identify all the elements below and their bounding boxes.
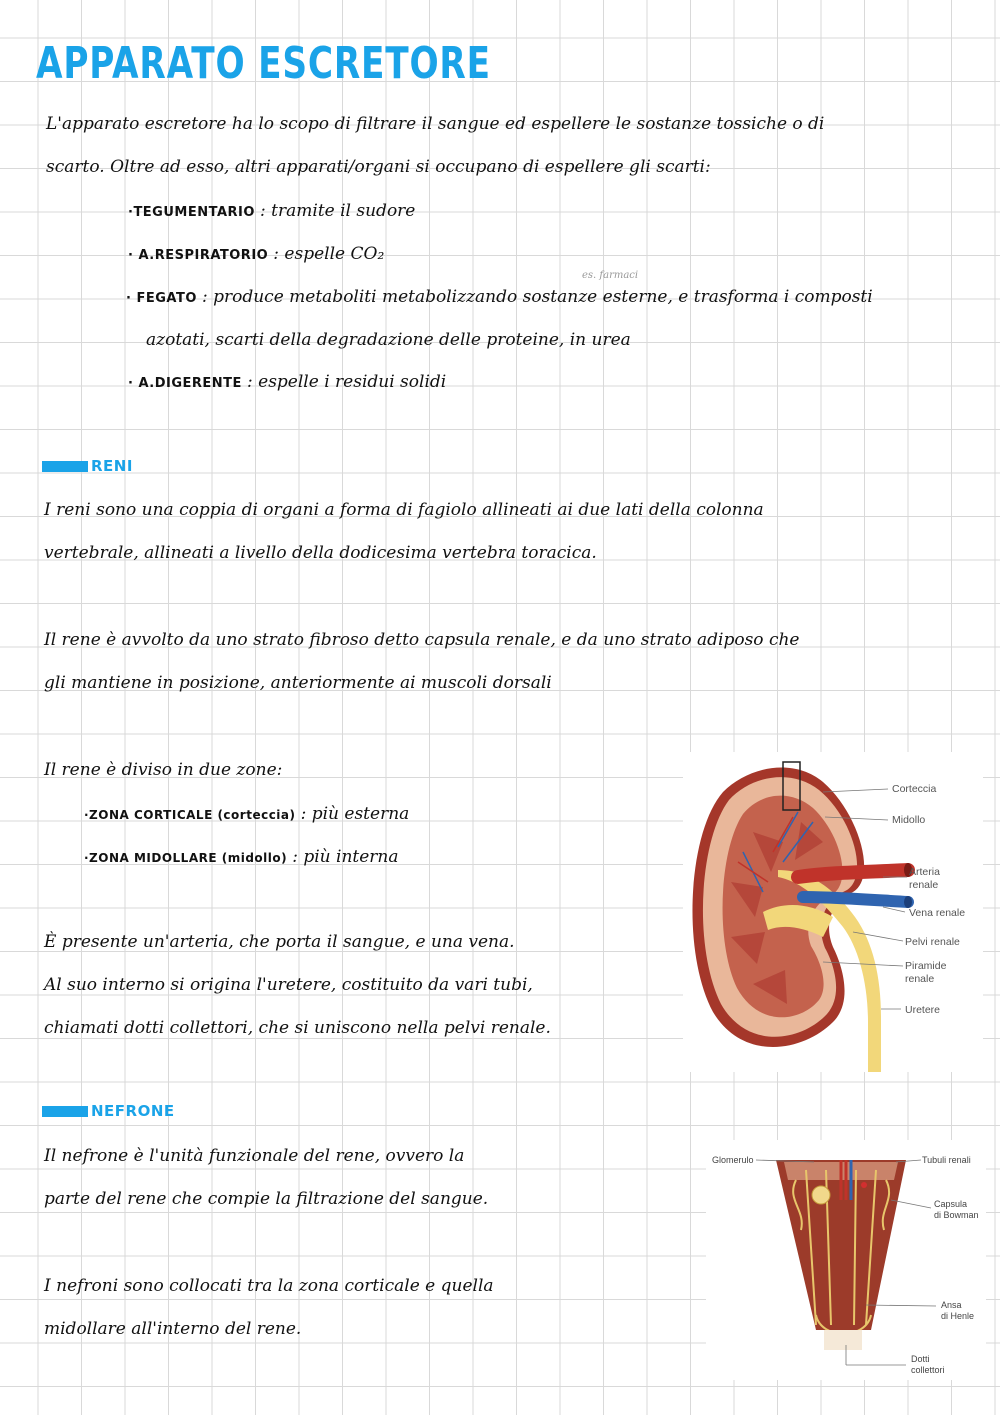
organ-name: · FEGATO xyxy=(126,291,197,306)
label-piramide-2: renale xyxy=(905,973,935,985)
section-marker xyxy=(42,1106,88,1117)
label-ansa-1: Ansa xyxy=(941,1300,962,1310)
organ-desc-continued: azotati, scarti della degradazione delle proteine, in urea xyxy=(146,330,631,350)
label-tubuli-renali: Tubuli renali xyxy=(922,1155,971,1165)
label-capsula-1: Capsula xyxy=(934,1199,968,1209)
zone-desc: : più esterna xyxy=(300,804,410,824)
reni-paragraph-1-line-1: I reni sono una coppia di organi a forma di fagiolo allineati ai due lati della colonna xyxy=(44,500,764,520)
label-ansa-2: di Henle xyxy=(941,1311,975,1321)
label-midollo: Midollo xyxy=(892,814,926,826)
reni-paragraph-2-line-2: gli mantiene in posizione, anteriormente ai muscoli dorsali xyxy=(44,673,552,693)
nephron-illustration xyxy=(706,1140,986,1380)
side-note: es. farmaci xyxy=(582,270,639,281)
nefrone-paragraph-2-line-1: I nefroni sono collocati tra la zona corticale e quella xyxy=(44,1276,494,1296)
organ-item-digerente xyxy=(128,372,446,392)
label-corteccia: Corteccia xyxy=(892,783,937,795)
label-piramide-1: Piramide xyxy=(905,960,947,972)
organ-desc: : tramite il sudore xyxy=(260,201,416,221)
organ-desc: : espelle CO₂ xyxy=(273,244,385,264)
page-title: APPARATO ESCRETORE xyxy=(36,38,491,89)
label-pelvi-renale: Pelvi renale xyxy=(905,936,960,948)
organ-name: · A.RESPIRATORIO xyxy=(128,248,269,263)
reni-paragraph-3-line-1: È presente un'arteria, che porta il sangue, e una vena. xyxy=(44,932,515,952)
section-heading-nefrone: NEFRONE xyxy=(91,1102,175,1120)
intro-line-1: L'apparato escretore ha lo scopo di filtrare il sangue ed espellere le sostanze tossiche o di xyxy=(46,114,825,134)
label-vena-renale: Vena renale xyxy=(909,907,966,919)
reni-paragraph-1-line-2: vertebrale, allineati a livello della dodicesima vertebra toracica. xyxy=(44,543,597,563)
label-glomerulo: Glomerulo xyxy=(712,1155,754,1165)
nephron-figure xyxy=(706,1140,986,1380)
reni-paragraph-2-line-1: Il rene è avvolto da uno strato fibroso detto capsula renale, e da uno strato adiposo che xyxy=(44,630,800,650)
nefrone-paragraph-1-line-2: parte del rene che compie la filtrazione del sangue. xyxy=(44,1189,489,1209)
reni-paragraph-3-line-2: Al suo interno si origina l'uretere, costituito da vari tubi, xyxy=(44,975,533,995)
organ-item-respiratorio xyxy=(128,244,384,264)
label-arteria-2: renale xyxy=(909,879,939,891)
reni-paragraph-3-line-3: chiamati dotti collettori, che si uniscono nella pelvi renale. xyxy=(44,1018,551,1038)
organ-desc: : produce metaboliti metabolizzando sostanze esterne, e trasforma i composti xyxy=(201,287,873,307)
section-marker xyxy=(42,461,88,472)
nefrone-paragraph-1-line-1: Il nefrone è l'unità funzionale del rene, ovvero la xyxy=(44,1146,465,1166)
kidney-figure xyxy=(683,752,983,1072)
label-arteria-1: Arteria xyxy=(909,866,940,878)
label-capsula-2: di Bowman xyxy=(934,1210,979,1220)
label-uretere: Uretere xyxy=(905,1004,941,1016)
zone-name: ·ZONA CORTICALE (corteccia) xyxy=(84,808,296,822)
label-dotti-2: collettori xyxy=(911,1365,945,1375)
organ-name: ·TEGUMENTARIO xyxy=(128,205,255,220)
organ-item-fegato xyxy=(126,287,873,307)
kidney-illustration xyxy=(683,752,983,1072)
organ-name: · A.DIGERENTE xyxy=(128,376,242,391)
zone-desc: : più interna xyxy=(292,847,399,867)
zone-name: ·ZONA MIDOLLARE (midollo) xyxy=(84,851,288,865)
zone-item-corticale xyxy=(84,804,409,824)
zones-intro: Il rene è diviso in due zone: xyxy=(44,760,283,780)
label-dotti-1: Dotti xyxy=(911,1354,930,1364)
zone-item-midollare xyxy=(84,847,399,867)
nefrone-paragraph-2-line-2: midollare all'interno del rene. xyxy=(44,1319,302,1339)
organ-desc: : espelle i residui solidi xyxy=(247,372,447,392)
section-heading-reni: RENI xyxy=(91,457,133,475)
intro-line-2: scarto. Oltre ad esso, altri apparati/organi si occupano di espellere gli scarti: xyxy=(46,157,711,177)
organ-item-tegumentario xyxy=(128,201,415,221)
